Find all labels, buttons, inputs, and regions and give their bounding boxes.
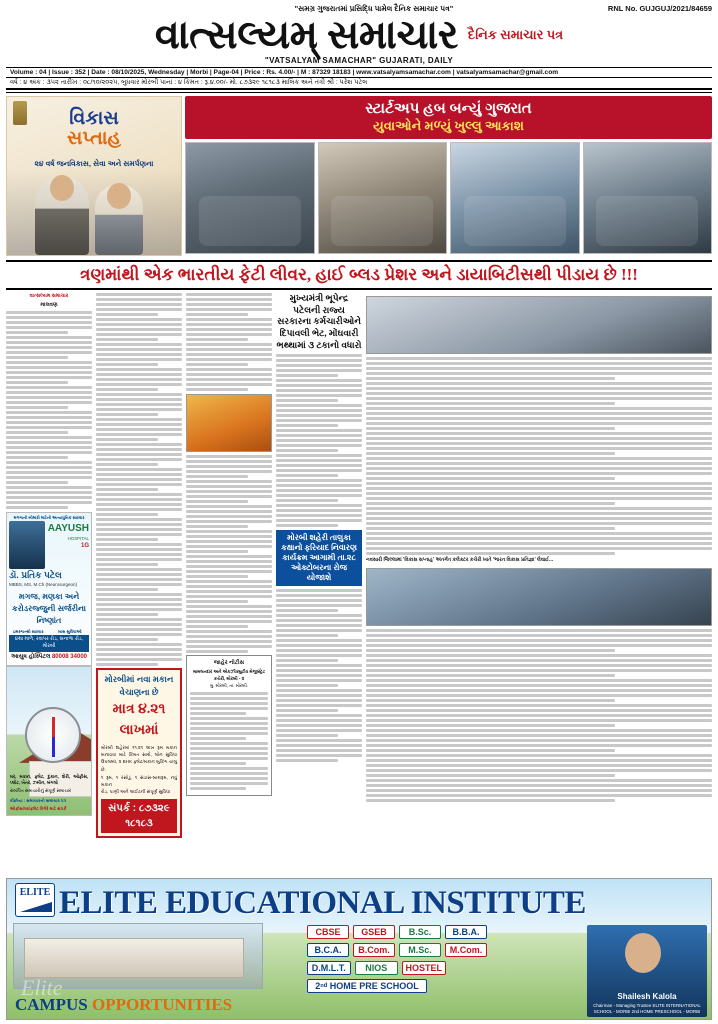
article-column-5	[366, 293, 712, 761]
masthead-english-name: "VATSALYAM SAMACHAR" GUJARATI, DAILY	[264, 56, 454, 65]
article-column-1	[6, 293, 92, 811]
doctor-services-right-title: ખાસ સુવિધાઓ	[57, 628, 82, 634]
column5-body-bottom	[366, 629, 712, 802]
morbi-ad-line2: રોડ, પાણી અને લાઈટની સંપૂર્ણ સુવિધા	[101, 788, 171, 794]
navsari-group-photo	[366, 568, 712, 626]
elite-logo	[15, 883, 55, 917]
vikas-title-line1: વિકાસ	[69, 108, 119, 129]
column3-body-top	[186, 293, 272, 391]
vikas-photo-area	[7, 169, 181, 255]
property-ad-tag2: ઓફીસ/ઘર/ફ્લેટ વિગેરે માટે સંપર્ક	[10, 805, 67, 811]
elite-title: ELITE EDUCATIONAL INSTITUTE	[59, 885, 586, 921]
leader-figure-1	[35, 177, 89, 255]
elite-tagline-opportunities: OPPORTUNITIES	[91, 995, 233, 1014]
course-chip-bba[interactable]: B.B.A.	[445, 925, 487, 939]
article-column-2	[96, 293, 182, 829]
pre-school-chip[interactable]: 2ⁿᵈ HOME PRE SCHOOL	[307, 979, 427, 993]
column3-body-mid	[186, 455, 272, 653]
masthead-title-row	[6, 12, 712, 57]
chairman-name: Shailesh Kalola	[617, 992, 677, 1001]
lead-headline: ત્રણમાંથી એક ભારતીય ફેટી લીવર, હાઈ બ્લડ પ્રેશર અને ડાયાબિટીસથી પીડાય છે !!!	[6, 260, 712, 290]
column5-headline: નવસારી જિલ્લામાં 'વિકાસ સપ્તાહ' અંતર્ગત કલેક્ટર કચેરી ખાતે 'ભારત વિકાસ પ્રતિજ્ઞા' લેવાઈ...	[366, 557, 554, 563]
doctor-degrees: MBBS, MS, M.Ch (Neurosurgeon)	[9, 582, 78, 588]
public-notice	[186, 655, 272, 796]
course-chip-gseb[interactable]: GSEB	[353, 925, 395, 939]
notice-title: જાહેર નોટીસ	[213, 660, 245, 666]
notice-subtitle: મામલતદાર અને એકઝીક્યુટીવ મેજીસ્ટ્રેટ કચેરી, મોરબી - ૨	[192, 669, 266, 681]
leader-head-2	[107, 183, 131, 209]
doctor-photo	[9, 521, 45, 569]
issue-info-text-guj: વર્ષ : ૪ અંક : ૩૫૨ તારીખ : ૦૮/૧૦/૨૦૨૫, બુધવાર મોરબી પાનાં : ૪ કિંમત : રૂ.૪.૦૦/- મો. ૮૭૩૨૯ ૧૮૧૮૩ માલિક અને તંત્રી શ્રી : પરેશ પટેલ	[10, 79, 368, 86]
rnl-number: RNL No. GUJGUJ/2021/84659	[607, 4, 712, 13]
doctor-specialty: મગજ, મણકા અને કરોડરજ્જુની સર્જરીના નિષ્ણાંત	[12, 591, 86, 625]
course-chip-bcom[interactable]: B.Com.	[353, 943, 395, 957]
vikas-title-line2: સપ્તાહ	[66, 127, 122, 149]
issue-info-bar	[6, 67, 712, 78]
morbi-ad-price: માત્ર ૪.૨૧ લાખમાં	[112, 701, 166, 738]
property-ad[interactable]	[6, 666, 92, 816]
column2-body-top	[96, 293, 182, 666]
elite-chairman-photo	[587, 925, 707, 1017]
elite-watermark: Elite	[21, 975, 63, 1000]
hospital-name: AAYUSH	[47, 522, 89, 534]
startup-banner-line1: સ્ટાર્ટઅપ હબ બન્યું ગુજરાત	[365, 101, 532, 117]
startup-banner	[185, 96, 712, 139]
morbi-ad-title-top: મોરબીમાં નવા મકાન વેચાણના છે	[104, 674, 174, 697]
startup-banner-line2: યુવાઓને મળ્યું ખુલ્લુ આકાશ	[373, 118, 524, 133]
vikas-title	[7, 109, 181, 149]
course-chip-nios[interactable]: NIOS	[355, 961, 399, 975]
doctor-services-left-title: ઇમરજન્સી સારવાર	[12, 628, 44, 634]
column1-body	[6, 311, 92, 509]
morbi-ad-body: મોરબી શહેરમાં ૧૧.૨૧ લાખ રૂમ મકાન બનાવવા માટે કિંમત સાથે, લોન સુવિધા ઉપલબ્ધ, ૨ BHK ફ્લેટ/મકાન બુકિંગ ચાલુ છે.	[101, 744, 177, 772]
masthead-tagline: "સમગ્ર ગુજરાતમાં પ્રસિદ્ધિ પામેલ દૈનિક સમાચાર પત્ર"	[294, 4, 454, 13]
course-chip-bca[interactable]: B.C.A.	[307, 943, 349, 957]
column4-body-bottom	[276, 589, 362, 762]
hero-photo-3	[450, 142, 580, 254]
page-title: વાત્સલ્યમ્ સમાચાર	[154, 12, 458, 57]
morbi-ad-contact[interactable]: સંપર્ક : ૮૭૩૨૯ ૧૮૧૮૩	[101, 799, 177, 833]
leader-head-1	[50, 175, 74, 201]
masthead	[6, 4, 712, 93]
column5-body-top	[366, 357, 712, 555]
elite-institute-ad[interactable]	[6, 878, 712, 1020]
hero-right	[185, 96, 712, 256]
hospital-phone[interactable]: 80008 34000	[51, 653, 87, 660]
issue-info-text: Volume : 04 | Issue : 352 | Date : 08/10/2025, Wednesday | Morbi | Page-04 | Price : Rs. 4.00/- | M : 87329 18183 | www.vatsalyamsamachar.com | vatsalyamsamachar@gmail.com	[10, 69, 559, 76]
campus-building-shape	[24, 938, 244, 978]
hero-photo-2	[318, 142, 448, 254]
morbi-house-ad[interactable]	[96, 668, 182, 838]
course-chip-bsc[interactable]: B.Sc.	[399, 925, 441, 939]
hero-section	[6, 96, 712, 256]
property-ad-line2: સંબંધિત સમાચારોનું સંપૂર્ણ સમાચાર	[10, 788, 72, 794]
morbi-grievance-banner: મોરબી શહેરી તાલુકા કક્ષાનો ફરિયાદ નિવારણ કાર્યક્રમ આગામી તા.૨૮ ઓક્ટોબરના રોજ યોજાશે	[276, 530, 362, 586]
cm-headline: મુખ્યમંત્રી ભૂપેન્દ્ર પટેલની રાજ્ય સરકારના કર્મચારીઓને દિપાવલી ભેટ, મોંઘવારી ભથ્થામાં ૩ ટકાનો વધારો	[276, 293, 362, 350]
hospital-address: ૪થા માળે, રવાપર રોડ, સનાળા રોડ, મોરબી	[15, 635, 83, 650]
notice-location: મુ. મોરબી, તા. મોરબી.	[209, 682, 249, 688]
course-row-1	[307, 925, 487, 939]
doctor-name: ડૉ. પ્રતિક પટેલ	[9, 569, 62, 580]
elite-logo-text: ELITE	[19, 887, 51, 898]
course-chip-msc[interactable]: M.Sc.	[399, 943, 441, 957]
notice-body	[190, 692, 268, 790]
course-row-2	[307, 943, 487, 957]
course-chip-mcom[interactable]: M.Com.	[445, 943, 487, 957]
chairman-head-shape	[625, 933, 661, 973]
hero-photo-1	[185, 142, 315, 254]
cm-meeting-photo	[366, 296, 712, 354]
doctor-ad-header	[9, 521, 89, 569]
course-chip-dmlt[interactable]: D.M.L.T.	[307, 961, 351, 975]
column4-body-top	[276, 354, 362, 527]
vikas-subtitle: ૨૪ વર્ષ જનવિકાસ, સેવા અને સમર્પણના	[34, 159, 154, 168]
issue-info-bar-gujarati	[6, 78, 712, 90]
chairman-role: Chairman - Managing Trustee ELITE INTERNATIONAL SCHOOL - MORBI 2nd HOME PRESCHOOL - MORBI	[593, 1003, 701, 1015]
doctor-ad-top-note: મગજની બીમારી માટેની અત્યાધુનિક સારવાર	[13, 514, 85, 520]
course-row-3	[307, 961, 487, 975]
property-ad-line1: ઘર, મકાન, ફ્લેટ, દુકાન, શેરી, ઓફીસ, પ્લોટ, ખેતર, ઝમીન, બંગલો	[10, 773, 88, 786]
compass-icon	[25, 707, 81, 763]
masthead-subtitle-guj: દૈનિક સમાચાર પત્ર	[467, 27, 564, 42]
article-column-3	[186, 293, 272, 761]
aayush-hospital-logo	[48, 521, 89, 552]
elite-course-chips	[307, 925, 487, 993]
morbi-ad-line1: ૧ રૂમ, ૧ રસોડું, ૧ સંડાસ-બાથરૂમ, નવું મકાન	[101, 774, 177, 787]
hospital-sub: HOSPITAL	[67, 535, 89, 541]
hospital-bottom-name: આયુષ હોસ્પિટલ	[11, 653, 51, 660]
hero-photo-4	[583, 142, 713, 254]
column1-dateline: માલવણ	[40, 301, 58, 308]
leader-figure-2	[95, 185, 143, 255]
column1-byline: વાત્સલ્યમ સમાચાર	[29, 293, 69, 299]
doctor-ad-address-strip	[9, 635, 89, 652]
course-chip-hostel[interactable]: HOSTEL	[402, 961, 446, 975]
elite-bottom-tagline	[15, 995, 232, 1015]
hero-photo-strip	[185, 142, 712, 254]
vikas-saptah-ad	[6, 96, 182, 256]
elite-tagline-campus: CAMPUS	[15, 995, 88, 1014]
main-content-grid	[6, 293, 712, 829]
property-ad-tag1: વીંછીયા : સમાચારની સમાચાર પત્ર	[10, 797, 67, 803]
hospital-badge: 1G	[80, 543, 89, 550]
food-photo	[186, 394, 272, 452]
doctor-ad[interactable]	[6, 512, 92, 666]
course-chip-cbse[interactable]: CBSE	[307, 925, 349, 939]
article-column-4	[276, 293, 362, 761]
wing-icon	[20, 902, 52, 912]
